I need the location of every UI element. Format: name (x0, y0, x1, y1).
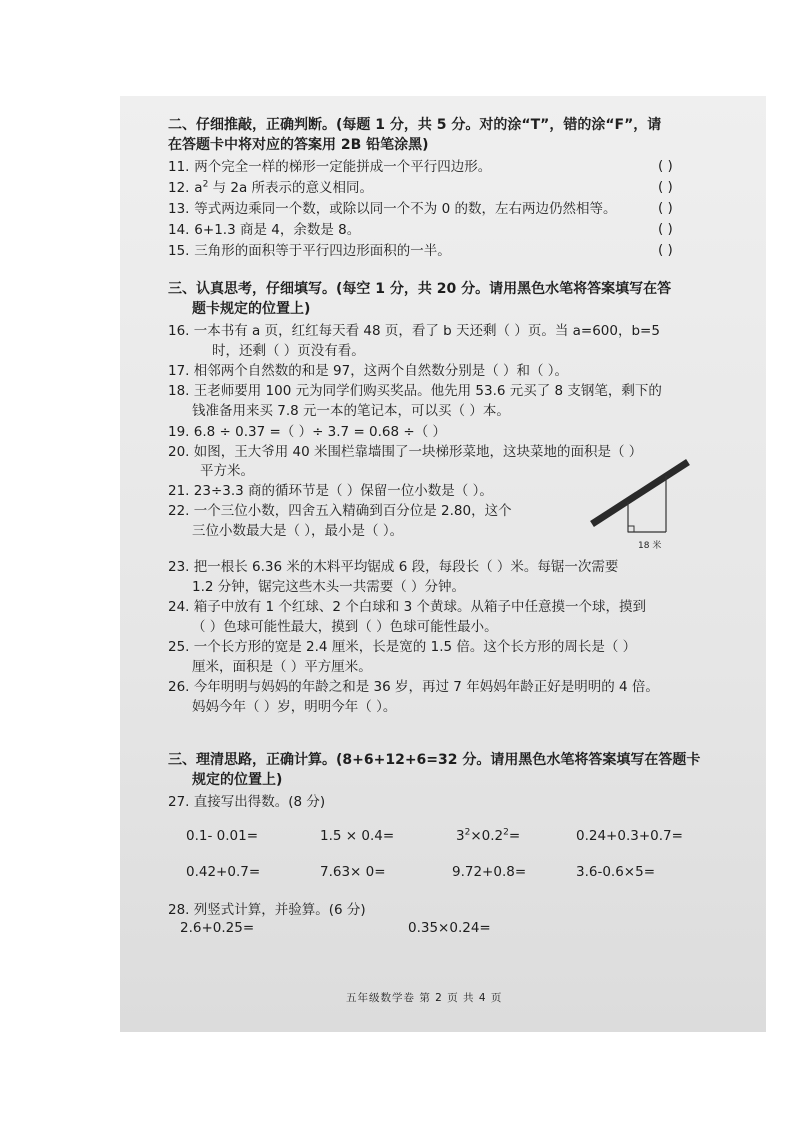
question-26-cont: 妈妈今年（ ）岁，明明今年（ ）。 (192, 699, 397, 715)
page-footer: 五年级数学卷 第 2 页 共 4 页 (346, 992, 503, 1004)
calc-10: 0.35×0.24= (408, 920, 491, 936)
calc-2: 1.5 × 0.4= (320, 828, 395, 844)
calc-9: 2.6+0.25= (180, 920, 255, 936)
trapezoid-figure (588, 454, 698, 554)
question-12: 12. $a^2$ 与 2a 所表示的意义相同。 (168, 179, 374, 196)
calc-6: 7.63× 0= (320, 864, 386, 880)
exam-sheet (120, 96, 766, 1032)
answer-paren-15[interactable]: ( ) (658, 242, 673, 258)
calc-7: 9.72+0.8= (452, 864, 527, 880)
calc-5: 0.42+0.7= (186, 864, 261, 880)
question-25-cont: 厘米，面积是（ ）平方厘米。 (192, 659, 372, 675)
answer-paren-11[interactable]: ( ) (658, 158, 673, 174)
question-16-cont: 时，还剩（ ）页没有看。 (212, 343, 365, 359)
section3-title-line1: 三、认真思考，仔细填写。(每空 1 分，共 20 分。请用黑色水笔将答案填写在答 (168, 281, 672, 297)
question-13: 13. 等式两边乘同一个数，或除以同一个不为 0 的数，左右两边仍然相等。 (168, 201, 617, 217)
question-24-cont: （ ）色球可能性最大，摸到（ ）色球可能性最小。 (192, 619, 498, 635)
question-21: 21. 23÷3.3 商的循环节是（ ）保留一位小数是（ ）。 (168, 483, 493, 499)
section3-title-line2: 题卡规定的位置上) (192, 301, 311, 317)
section4-title-line1: 三、理清思路，正确计算。(8+6+12+6=32 分。请用黑色水笔将答案填写在答题卡 (168, 752, 701, 768)
question-16: 16. 一本书有 a 页，红红每天看 48 页，看了 b 天还剩（ ）页。当 a=600，b=5 (168, 323, 660, 339)
question-23: 23. 把一根长 6.36 米的木料平均锯成 6 段，每段长（ ）米。每锯一次需要 (168, 559, 619, 575)
wall-line (592, 462, 688, 524)
question-19: 19. 6.8 ÷ 0.37 =（ ）÷ 3.7 = 0.68 ÷（ ） (168, 424, 446, 440)
question-14: 14. 6+1.3 商是 4，余数是 8。 (168, 222, 361, 238)
question-27: 27. 直接写出得数。(8 分) (168, 794, 326, 810)
section2-title-line1: 二、仔细推敲，正确判断。(每题 1 分，共 5 分。对的涂“T”，错的涂“F”，请 (168, 117, 662, 133)
question-18: 18. 王老师要用 100 元为同学们购买奖品。他先用 53.6 元买了 8 支钢笔，剩下的 (168, 383, 662, 399)
question-22: 22. 一个三位小数，四舍五入精确到百分位是 2.80，这个 (168, 503, 512, 519)
question-25: 25. 一个长方形的宽是 2.4 厘米，长是宽的 1.5 倍。这个长方形的周长是（ ） (168, 639, 637, 655)
question-17: 17. 相邻两个自然数的和是 97，这两个自然数分别是（ ）和（ ）。 (168, 363, 569, 379)
right-angle-mark (628, 526, 634, 532)
question-28: 28. 列竖式计算，并验算。(6 分) (168, 902, 366, 918)
question-26: 26. 今年明明与妈妈的年龄之和是 36 岁，再过 7 年妈妈年龄正好是明明的 4 倍。 (168, 679, 659, 695)
question-18-cont: 钱准备用来买 7.8 元一本的笔记本，可以买（ ）本。 (192, 403, 510, 419)
question-11: 11. 两个完全一样的梯形一定能拼成一个平行四边形。 (168, 159, 492, 175)
calc-3: $3^2\times 0.2^2=$ (456, 827, 521, 844)
question-23-cont: 1.2 分钟，锯完这些木头一共需要（ ）分钟。 (192, 579, 466, 595)
figure-label: 18 米 (638, 541, 662, 551)
calc-4: 0.24+0.3+0.7= (576, 828, 683, 844)
answer-paren-13[interactable]: ( ) (658, 200, 673, 216)
question-24: 24. 箱子中放有 1 个红球、2 个白球和 3 个黄球。从箱子中任意摸一个球，摸到 (168, 599, 646, 615)
answer-paren-12[interactable]: ( ) (658, 179, 673, 195)
section2-title-line2: 在答题卡中将对应的答案用 2B 铅笔涂黑) (168, 137, 429, 153)
calc-1: 0.1- 0.01= (186, 828, 259, 844)
calc-8: 3.6-0.6×5= (576, 864, 656, 880)
question-20: 20. 如图，王大爷用 40 米围栏靠墙围了一块梯形菜地，这块菜地的面积是（ ） (168, 444, 643, 460)
question-22-cont: 三位小数最大是（ ），最小是（ ）。 (192, 523, 404, 539)
question-20-cont: 平方米。 (200, 463, 254, 479)
section4-title-line2: 规定的位置上) (192, 772, 283, 788)
answer-paren-14[interactable]: ( ) (658, 221, 673, 237)
question-15: 15. 三角形的面积等于平行四边形面积的一半。 (168, 243, 451, 259)
